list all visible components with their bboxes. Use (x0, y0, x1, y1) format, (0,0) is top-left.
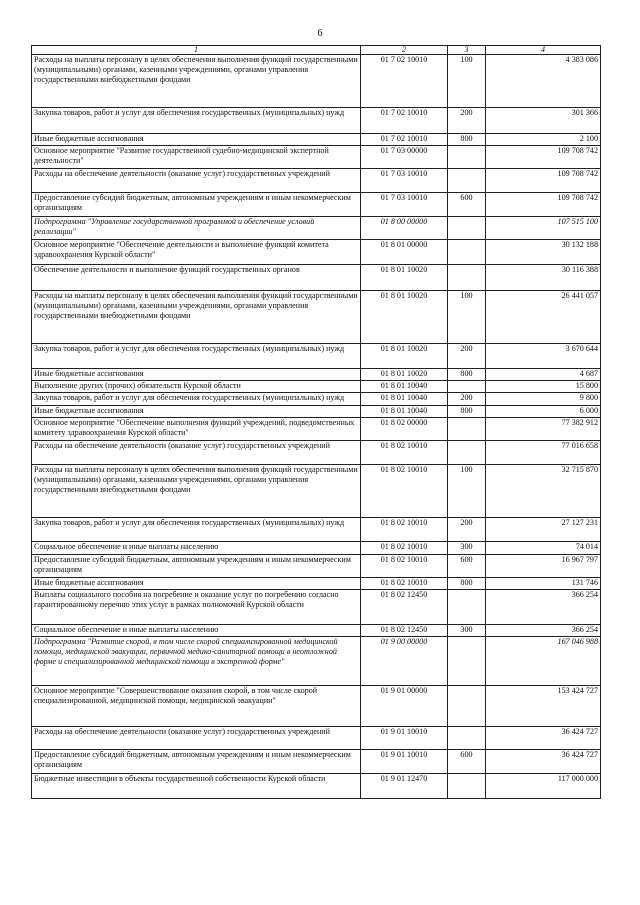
row-kind-cell (448, 686, 486, 727)
row-code-cell: 01 7 03 10010 (361, 193, 448, 217)
row-name-cell: Расходы на выплаты персоналу в целях обеспечения выполнения функций государственными (муниципальными) органами, казенными учреждениями, органами управления государственными внебюджетными фондами (32, 465, 361, 518)
header-col-kind: 3 (448, 46, 486, 55)
table-row (32, 291, 601, 344)
row-code-cell: 01 9 01 12470 (361, 774, 448, 799)
table-row (32, 146, 601, 169)
row-kind-cell: 200 (448, 344, 486, 369)
row-sum-cell: 366 254 (486, 590, 601, 625)
table-row (32, 555, 601, 578)
row-kind-cell: 100 (448, 55, 486, 108)
row-sum-cell: 26 441 057 (486, 291, 601, 344)
row-code-cell: 01 8 01 10040 (361, 393, 448, 406)
row-kind-cell: 800 (448, 406, 486, 418)
row-kind-cell: 800 (448, 134, 486, 146)
row-sum-cell: 74 014 (486, 542, 601, 555)
row-name-cell: Иные бюджетные ассигнования (32, 406, 361, 418)
row-name-cell: Основное мероприятие "Развитие государственной судебно-медицинской экспертной деятельности" (32, 146, 361, 169)
row-name-cell: Закупка товаров, работ и услуг для обеспечения государственных (муниципальных) нужд (32, 344, 361, 369)
row-sum-cell: 109 708 742 (486, 193, 601, 217)
table-row (32, 381, 601, 393)
row-kind-cell (448, 590, 486, 625)
header-col-code: 2 (361, 46, 448, 55)
table-row (32, 542, 601, 555)
row-code-cell: 01 8 02 10010 (361, 518, 448, 542)
row-sum-cell: 167 046 988 (486, 637, 601, 686)
table-row (32, 344, 601, 369)
row-code-cell: 01 8 02 00000 (361, 418, 448, 441)
row-kind-cell (448, 637, 486, 686)
table-row (32, 217, 601, 240)
row-name-cell: Выплаты социального пособия на погребение и оказание услуг по погребению согласно гарантированному перечню этих услуг в рамках полномочий Курской области (32, 590, 361, 625)
table-row (32, 108, 601, 134)
header-col-name: 1 (32, 46, 361, 55)
row-name-cell: Расходы на выплаты персоналу в целях обеспечения выполнения функций государственными (муниципальными) органами, казенными учреждениями, органами управления государственными внебюджетными фондами (32, 55, 361, 108)
row-kind-cell: 600 (448, 193, 486, 217)
row-kind-cell (448, 169, 486, 193)
row-name-cell: Иные бюджетные ассигнования (32, 369, 361, 381)
row-code-cell: 01 8 01 10020 (361, 344, 448, 369)
row-code-cell: 01 7 03 10010 (361, 169, 448, 193)
row-code-cell: 01 8 02 10010 (361, 542, 448, 555)
header-col-sum: 4 (486, 46, 601, 55)
budget-table (31, 45, 601, 799)
row-code-cell: 01 9 00 00000 (361, 637, 448, 686)
row-name-cell: Предоставление субсидий бюджетным, автономным учреждениям и иным некоммерческим организациям (32, 750, 361, 774)
row-name-cell: Закупка товаров, работ и услуг для обеспечения государственных (муниципальных) нужд (32, 108, 361, 134)
row-name-cell: Иные бюджетные ассигнования (32, 134, 361, 146)
table-row (32, 774, 601, 799)
table-row (32, 441, 601, 465)
row-kind-cell: 600 (448, 555, 486, 578)
row-sum-cell: 107 515 100 (486, 217, 601, 240)
row-name-cell: Основное мероприятие "Обеспечение выполнения функций учреждений, подведомственных комитету здравоохранения Курской области" (32, 418, 361, 441)
row-code-cell: 01 8 02 10010 (361, 441, 448, 465)
table-row (32, 169, 601, 193)
row-code-cell: 01 8 02 12450 (361, 590, 448, 625)
row-sum-cell: 77 016 658 (486, 441, 601, 465)
row-sum-cell: 2 100 (486, 134, 601, 146)
row-kind-cell (448, 217, 486, 240)
row-sum-cell: 3 670 644 (486, 344, 601, 369)
row-kind-cell (448, 146, 486, 169)
row-code-cell: 01 8 02 10010 (361, 578, 448, 590)
row-name-cell: Бюджетные инвестиции в объекты государственной собственности Курской области (32, 774, 361, 799)
table-row (32, 590, 601, 625)
table-row (32, 686, 601, 727)
row-sum-cell: 153 424 727 (486, 686, 601, 727)
row-name-cell: Расходы на обеспечение деятельности (оказание услуг) государственных учреждений (32, 727, 361, 750)
row-name-cell: Подпрограмма "Развитие скорой, в том числе скорой специализированной медицинской помощи, медицинской эвакуации, первичной медико-санитарной помощи в неотложной форме и специализированной медицинской помощи в экстренной форме" (32, 637, 361, 686)
row-sum-cell: 109 708 742 (486, 169, 601, 193)
row-sum-cell: 301 366 (486, 108, 601, 134)
row-kind-cell: 200 (448, 393, 486, 406)
row-sum-cell: 36 424 727 (486, 750, 601, 774)
row-name-cell: Основное мероприятие "Совершенствование оказания скорой, в том числе скорой специализированной, медицинской помощи, медицинской эвакуации" (32, 686, 361, 727)
row-sum-cell: 30 116 388 (486, 265, 601, 291)
row-sum-cell: 15 800 (486, 381, 601, 393)
row-name-cell: Социальное обеспечение и иные выплаты населению (32, 542, 361, 555)
row-code-cell: 01 9 01 10010 (361, 727, 448, 750)
row-sum-cell: 117 000 000 (486, 774, 601, 799)
row-code-cell: 01 8 02 10010 (361, 465, 448, 518)
row-sum-cell: 30 132 188 (486, 240, 601, 265)
row-code-cell: 01 8 01 10040 (361, 381, 448, 393)
row-kind-cell (448, 441, 486, 465)
table-row (32, 393, 601, 406)
row-name-cell: Иные бюджетные ассигнования (32, 578, 361, 590)
row-kind-cell (448, 381, 486, 393)
table-row (32, 134, 601, 146)
table-row (32, 637, 601, 686)
table-row (32, 240, 601, 265)
row-code-cell: 01 7 02 10010 (361, 55, 448, 108)
row-name-cell: Обеспечение деятельности и выполнение функций государственных органов (32, 265, 361, 291)
row-code-cell: 01 8 01 10020 (361, 265, 448, 291)
page-number: 6 (317, 28, 323, 39)
row-kind-cell: 100 (448, 465, 486, 518)
row-kind-cell (448, 240, 486, 265)
row-name-cell: Расходы на обеспечение деятельности (оказание услуг) государственных учреждений (32, 169, 361, 193)
row-kind-cell: 800 (448, 578, 486, 590)
row-code-cell: 01 8 01 10020 (361, 291, 448, 344)
table-row (32, 418, 601, 441)
table-row (32, 55, 601, 108)
row-name-cell: Закупка товаров, работ и услуг для обеспечения государственных (муниципальных) нужд (32, 518, 361, 542)
row-kind-cell (448, 774, 486, 799)
row-kind-cell: 300 (448, 625, 486, 637)
table-row (32, 750, 601, 774)
row-sum-cell: 4 383 086 (486, 55, 601, 108)
table-row (32, 518, 601, 542)
row-kind-cell: 100 (448, 291, 486, 344)
row-sum-cell: 4 687 (486, 369, 601, 381)
row-sum-cell: 9 800 (486, 393, 601, 406)
row-name-cell: Выполнение других (прочих) обязательств Курской области (32, 381, 361, 393)
row-name-cell: Предоставление субсидий бюджетным, автономным учреждениям и иным некоммерческим организациям (32, 193, 361, 217)
row-sum-cell: 16 967 797 (486, 555, 601, 578)
row-sum-cell: 32 715 870 (486, 465, 601, 518)
table-row (32, 369, 601, 381)
row-sum-cell: 109 708 742 (486, 146, 601, 169)
table-row (32, 465, 601, 518)
row-name-cell: Расходы на обеспечение деятельности (оказание услуг) государственных учреждений (32, 441, 361, 465)
row-name-cell: Подпрограмма "Управление государственной программой и обеспечение условий реализации" (32, 217, 361, 240)
row-sum-cell: 77 382 912 (486, 418, 601, 441)
table-row (32, 193, 601, 217)
table-row (32, 625, 601, 637)
table-row (32, 265, 601, 291)
row-sum-cell: 6 000 (486, 406, 601, 418)
header-row (32, 46, 601, 55)
row-code-cell: 01 8 01 00000 (361, 240, 448, 265)
row-sum-cell: 27 127 231 (486, 518, 601, 542)
row-kind-cell: 300 (448, 542, 486, 555)
row-code-cell: 01 8 02 10010 (361, 555, 448, 578)
row-kind-cell: 800 (448, 369, 486, 381)
row-sum-cell: 366 254 (486, 625, 601, 637)
table-row (32, 406, 601, 418)
row-name-cell: Социальное обеспечение и иные выплаты населению (32, 625, 361, 637)
row-code-cell: 01 8 00 00000 (361, 217, 448, 240)
table-body (32, 55, 601, 799)
row-kind-cell: 200 (448, 108, 486, 134)
row-code-cell: 01 7 02 10010 (361, 134, 448, 146)
row-code-cell: 01 9 01 00000 (361, 686, 448, 727)
row-kind-cell (448, 727, 486, 750)
row-code-cell: 01 8 02 12450 (361, 625, 448, 637)
row-sum-cell: 36 424 727 (486, 727, 601, 750)
row-name-cell: Расходы на выплаты персоналу в целях обеспечения выполнения функций государственными (муниципальными) органами, казенными учреждениями, органами управления государственными внебюджетными фондами (32, 291, 361, 344)
row-sum-cell: 131 746 (486, 578, 601, 590)
row-kind-cell (448, 265, 486, 291)
row-kind-cell: 200 (448, 518, 486, 542)
row-code-cell: 01 8 01 10020 (361, 369, 448, 381)
row-kind-cell (448, 418, 486, 441)
row-code-cell: 01 8 01 10040 (361, 406, 448, 418)
table-row (32, 578, 601, 590)
row-kind-cell: 600 (448, 750, 486, 774)
row-name-cell: Основное мероприятие "Обеспечение деятельности и выполнение функций комитета здравоохранения Курской области" (32, 240, 361, 265)
row-code-cell: 01 7 03 00000 (361, 146, 448, 169)
table-row (32, 727, 601, 750)
row-name-cell: Закупка товаров, работ и услуг для обеспечения государственных (муниципальных) нужд (32, 393, 361, 406)
row-code-cell: 01 7 02 10010 (361, 108, 448, 134)
row-code-cell: 01 9 01 10010 (361, 750, 448, 774)
row-name-cell: Предоставление субсидий бюджетным, автономным учреждениям и иным некоммерческим организациям (32, 555, 361, 578)
